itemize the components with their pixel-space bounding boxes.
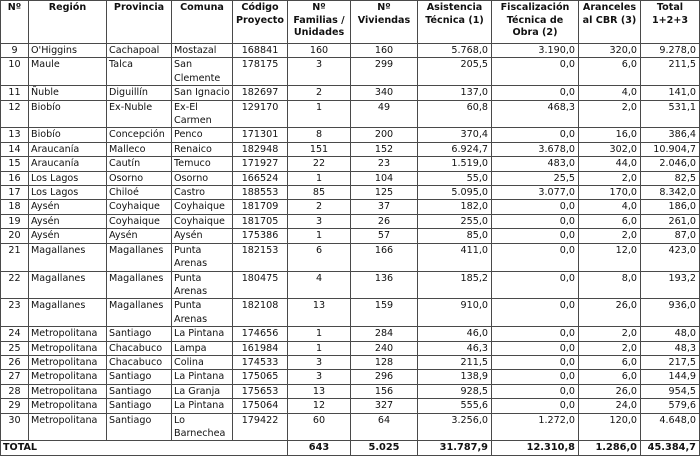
cell-provincia: Concepción (107, 128, 172, 142)
total-label: TOTAL (1, 441, 288, 456)
cell-numero: 9 (1, 44, 29, 58)
cell-comuna: San Clemente (172, 58, 233, 86)
total-familias: 643 (288, 441, 351, 456)
cell-total: 423,0 (641, 243, 700, 271)
cell-total: 261,0 (641, 214, 700, 228)
cell-familias: 1 (288, 229, 351, 243)
cell-codigo: 166524 (233, 171, 288, 185)
cell-provincia: Santiago (107, 384, 172, 398)
cell-provincia: Chacabuco (107, 355, 172, 369)
cell-total: 954,5 (641, 384, 700, 398)
cell-total: 9.278,0 (641, 44, 700, 58)
cell-fiscalizacion: 0,0 (492, 58, 579, 86)
cell-aranceles: 16,0 (579, 128, 641, 142)
cell-total: 193,2 (641, 271, 700, 299)
cell-region: Aysén (29, 229, 107, 243)
cell-viviendas: 340 (351, 86, 418, 100)
cell-comuna: Punta Arenas (172, 271, 233, 299)
cell-codigo: 175065 (233, 370, 288, 384)
total-asistencia: 31.787,9 (418, 441, 492, 456)
cell-aranceles: 2,0 (579, 229, 641, 243)
table-row (1, 128, 700, 142)
cell-codigo: 178175 (233, 58, 288, 86)
cell-codigo: 171927 (233, 157, 288, 171)
cell-provincia: Santiago (107, 370, 172, 384)
cell-fiscalizacion: 0,0 (492, 341, 579, 355)
cell-region: Aysén (29, 200, 107, 214)
cell-region: Maule (29, 58, 107, 86)
cell-comuna: Temuco (172, 157, 233, 171)
total-aranceles: 1.286,0 (579, 441, 641, 456)
table-row (1, 327, 700, 341)
cell-viviendas: 26 (351, 214, 418, 228)
cell-region: O'Higgins (29, 44, 107, 58)
cell-asistencia: 255,0 (418, 214, 492, 228)
cell-asistencia: 411,0 (418, 243, 492, 271)
cell-asistencia: 138,9 (418, 370, 492, 384)
cell-viviendas: 152 (351, 142, 418, 156)
table-row (1, 171, 700, 185)
cell-familias: 6 (288, 243, 351, 271)
cell-provincia: Magallanes (107, 299, 172, 327)
cell-fiscalizacion: 0,0 (492, 370, 579, 384)
cell-viviendas: 128 (351, 355, 418, 369)
cell-asistencia: 46,0 (418, 327, 492, 341)
cell-comuna: La Granja (172, 384, 233, 398)
cell-numero: 13 (1, 128, 29, 142)
cell-provincia: Ex-Nuble (107, 100, 172, 128)
cell-comuna: La Pintana (172, 327, 233, 341)
cell-familias: 12 (288, 399, 351, 413)
cell-aranceles: 2,0 (579, 100, 641, 128)
cell-fiscalizacion: 0,0 (492, 200, 579, 214)
table-row (1, 243, 700, 271)
cell-codigo: 168841 (233, 44, 288, 58)
cell-numero: 22 (1, 271, 29, 299)
cell-viviendas: 327 (351, 399, 418, 413)
table-row (1, 229, 700, 243)
cell-asistencia: 5.768,0 (418, 44, 492, 58)
cell-provincia: Aysén (107, 229, 172, 243)
cell-region: Magallanes (29, 271, 107, 299)
cell-asistencia: 5.095,0 (418, 186, 492, 200)
cell-viviendas: 159 (351, 299, 418, 327)
cell-region: Metropolitana (29, 384, 107, 398)
cell-aranceles: 4,0 (579, 200, 641, 214)
cell-familias: 1 (288, 341, 351, 355)
cell-region: Los Lagos (29, 171, 107, 185)
cell-region: Los Lagos (29, 186, 107, 200)
cell-familias: 13 (288, 299, 351, 327)
cell-total: 186,0 (641, 200, 700, 214)
cell-familias: 13 (288, 384, 351, 398)
cell-region: Metropolitana (29, 327, 107, 341)
cell-numero: 23 (1, 299, 29, 327)
header-comuna: Comuna (172, 1, 233, 44)
cell-aranceles: 4,0 (579, 86, 641, 100)
table-row (1, 355, 700, 369)
cell-familias: 3 (288, 58, 351, 86)
cell-codigo: 182697 (233, 86, 288, 100)
cell-familias: 2 (288, 86, 351, 100)
cell-region: Metropolitana (29, 399, 107, 413)
cell-viviendas: 23 (351, 157, 418, 171)
cell-provincia: Talca (107, 58, 172, 86)
cell-provincia: Magallanes (107, 271, 172, 299)
cell-aranceles: 6,0 (579, 355, 641, 369)
table-row (1, 341, 700, 355)
cell-codigo: 179422 (233, 413, 288, 441)
cell-provincia: Coyhaique (107, 214, 172, 228)
cell-total: 579,6 (641, 399, 700, 413)
cell-aranceles: 6,0 (579, 370, 641, 384)
cell-total: 8.342,0 (641, 186, 700, 200)
cell-region: Ñuble (29, 86, 107, 100)
cell-comuna: Lo Barnechea (172, 413, 233, 441)
cell-numero: 21 (1, 243, 29, 271)
cell-total: 144,9 (641, 370, 700, 384)
cell-comuna: Punta Arenas (172, 243, 233, 271)
cell-numero: 18 (1, 200, 29, 214)
header-provincia: Provincia (107, 1, 172, 44)
table-row (1, 58, 700, 86)
cell-provincia: Chiloé (107, 186, 172, 200)
cell-viviendas: 64 (351, 413, 418, 441)
header-asistencia: Asistencia Técnica (1) (418, 1, 492, 44)
cell-total: 48,3 (641, 341, 700, 355)
total-viviendas: 5.025 (351, 441, 418, 456)
cell-fiscalizacion: 0,0 (492, 327, 579, 341)
table-row (1, 384, 700, 398)
cell-viviendas: 125 (351, 186, 418, 200)
cell-asistencia: 85,0 (418, 229, 492, 243)
cell-total: 936,0 (641, 299, 700, 327)
cell-numero: 27 (1, 370, 29, 384)
cell-familias: 151 (288, 142, 351, 156)
cell-provincia: Santiago (107, 399, 172, 413)
cell-viviendas: 37 (351, 200, 418, 214)
cell-total: 48,0 (641, 327, 700, 341)
cell-total: 82,5 (641, 171, 700, 185)
table-row (1, 100, 700, 128)
header-region: Región (29, 1, 107, 44)
cell-fiscalizacion: 0,0 (492, 355, 579, 369)
table-header-row (1, 1, 700, 44)
cell-asistencia: 211,5 (418, 355, 492, 369)
table-row (1, 157, 700, 171)
cell-comuna: Ex-El Carmen (172, 100, 233, 128)
cell-numero: 20 (1, 229, 29, 243)
cell-numero: 25 (1, 341, 29, 355)
cell-familias: 1 (288, 327, 351, 341)
cell-aranceles: 6,0 (579, 58, 641, 86)
cell-aranceles: 120,0 (579, 413, 641, 441)
cell-fiscalizacion: 3.678,0 (492, 142, 579, 156)
cell-fiscalizacion: 3.190,0 (492, 44, 579, 58)
total-fiscalizacion: 12.310,8 (492, 441, 579, 456)
cell-aranceles: 2,0 (579, 341, 641, 355)
cell-comuna: Aysén (172, 229, 233, 243)
cell-region: Araucanía (29, 157, 107, 171)
cell-fiscalizacion: 0,0 (492, 384, 579, 398)
cell-fiscalizacion: 0,0 (492, 299, 579, 327)
cell-provincia: Chacabuco (107, 341, 172, 355)
cell-viviendas: 104 (351, 171, 418, 185)
cell-aranceles: 24,0 (579, 399, 641, 413)
cell-comuna: Lampa (172, 341, 233, 355)
cell-comuna: Coyhaique (172, 200, 233, 214)
header-codigo-proyecto: Código Proyecto (233, 1, 288, 44)
table-row (1, 399, 700, 413)
cell-asistencia: 555,6 (418, 399, 492, 413)
cell-numero: 30 (1, 413, 29, 441)
cell-codigo: 175653 (233, 384, 288, 398)
cell-asistencia: 3.256,0 (418, 413, 492, 441)
cell-comuna: Coyhaique (172, 214, 233, 228)
cell-numero: 10 (1, 58, 29, 86)
total-row (1, 441, 700, 456)
table-row (1, 142, 700, 156)
cell-aranceles: 6,0 (579, 214, 641, 228)
cell-provincia: Cachapoal (107, 44, 172, 58)
cell-region: Aysén (29, 214, 107, 228)
cell-asistencia: 185,2 (418, 271, 492, 299)
cell-fiscalizacion: 0,0 (492, 243, 579, 271)
table-row (1, 200, 700, 214)
cell-familias: 60 (288, 413, 351, 441)
cell-familias: 3 (288, 214, 351, 228)
header-total: Total 1+2+3 (641, 1, 700, 44)
cell-region: Magallanes (29, 243, 107, 271)
cell-viviendas: 49 (351, 100, 418, 128)
cell-region: Biobío (29, 128, 107, 142)
cell-aranceles: 8,0 (579, 271, 641, 299)
cell-numero: 29 (1, 399, 29, 413)
header-viviendas: Nº Viviendas (351, 1, 418, 44)
cell-viviendas: 240 (351, 341, 418, 355)
cell-familias: 8 (288, 128, 351, 142)
cell-familias: 22 (288, 157, 351, 171)
header-numero: Nº (1, 1, 29, 44)
cell-aranceles: 320,0 (579, 44, 641, 58)
cell-codigo: 188553 (233, 186, 288, 200)
cell-fiscalizacion: 0,0 (492, 86, 579, 100)
cell-codigo: 181709 (233, 200, 288, 214)
table-body (1, 44, 700, 456)
cell-asistencia: 1.519,0 (418, 157, 492, 171)
cell-fiscalizacion: 3.077,0 (492, 186, 579, 200)
cell-codigo: 161984 (233, 341, 288, 355)
cell-fiscalizacion: 0,0 (492, 229, 579, 243)
header-fiscalizacion: Fiscalización Técnica de Obra (2) (492, 1, 579, 44)
cell-aranceles: 2,0 (579, 171, 641, 185)
cell-fiscalizacion: 468,3 (492, 100, 579, 128)
cell-asistencia: 910,0 (418, 299, 492, 327)
cell-fiscalizacion: 25,5 (492, 171, 579, 185)
cell-provincia: Santiago (107, 413, 172, 441)
cell-comuna: La Pintana (172, 370, 233, 384)
cell-aranceles: 2,0 (579, 327, 641, 341)
cell-provincia: Coyhaique (107, 200, 172, 214)
cell-numero: 12 (1, 100, 29, 128)
cell-fiscalizacion: 483,0 (492, 157, 579, 171)
cell-numero: 19 (1, 214, 29, 228)
cell-codigo: 171301 (233, 128, 288, 142)
cell-comuna: Castro (172, 186, 233, 200)
cell-fiscalizacion: 1.272,0 (492, 413, 579, 441)
cell-provincia: Malleco (107, 142, 172, 156)
cell-asistencia: 137,0 (418, 86, 492, 100)
cell-region: Metropolitana (29, 355, 107, 369)
cell-familias: 85 (288, 186, 351, 200)
cell-aranceles: 26,0 (579, 299, 641, 327)
cell-numero: 15 (1, 157, 29, 171)
cell-fiscalizacion: 0,0 (492, 128, 579, 142)
cell-total: 386,4 (641, 128, 700, 142)
cell-viviendas: 284 (351, 327, 418, 341)
table-row (1, 271, 700, 299)
table-row (1, 44, 700, 58)
cell-viviendas: 166 (351, 243, 418, 271)
cell-viviendas: 299 (351, 58, 418, 86)
cell-familias: 4 (288, 271, 351, 299)
cell-codigo: 180475 (233, 271, 288, 299)
cell-total: 217,5 (641, 355, 700, 369)
cell-aranceles: 26,0 (579, 384, 641, 398)
cell-codigo: 182153 (233, 243, 288, 271)
cell-provincia: Diguillín (107, 86, 172, 100)
cell-codigo: 129170 (233, 100, 288, 128)
cell-total: 141,0 (641, 86, 700, 100)
cell-aranceles: 302,0 (579, 142, 641, 156)
cell-fiscalizacion: 0,0 (492, 214, 579, 228)
cell-familias: 3 (288, 355, 351, 369)
header-familias: Nº Familias / Unidades (288, 1, 351, 44)
cell-comuna: Penco (172, 128, 233, 142)
cell-region: Araucanía (29, 142, 107, 156)
cell-numero: 14 (1, 142, 29, 156)
cell-comuna: San Ignacio (172, 86, 233, 100)
table-row (1, 299, 700, 327)
cell-aranceles: 12,0 (579, 243, 641, 271)
cell-total: 4.648,0 (641, 413, 700, 441)
cell-comuna: Punta Arenas (172, 299, 233, 327)
cell-region: Magallanes (29, 299, 107, 327)
cell-comuna: Renaico (172, 142, 233, 156)
cell-numero: 17 (1, 186, 29, 200)
cell-comuna: Colina (172, 355, 233, 369)
cell-numero: 26 (1, 355, 29, 369)
cell-aranceles: 170,0 (579, 186, 641, 200)
cell-numero: 16 (1, 171, 29, 185)
cell-asistencia: 370,4 (418, 128, 492, 142)
cell-comuna: La Pintana (172, 399, 233, 413)
cell-region: Metropolitana (29, 370, 107, 384)
cell-codigo: 182108 (233, 299, 288, 327)
cell-total: 531,1 (641, 100, 700, 128)
cell-fiscalizacion: 0,0 (492, 271, 579, 299)
cell-asistencia: 205,5 (418, 58, 492, 86)
cell-fiscalizacion: 0,0 (492, 399, 579, 413)
cell-codigo: 175386 (233, 229, 288, 243)
cell-numero: 24 (1, 327, 29, 341)
table-row (1, 413, 700, 441)
cell-codigo: 181705 (233, 214, 288, 228)
table-row (1, 214, 700, 228)
cell-viviendas: 57 (351, 229, 418, 243)
cell-asistencia: 46,3 (418, 341, 492, 355)
cell-codigo: 174533 (233, 355, 288, 369)
cell-asistencia: 182,0 (418, 200, 492, 214)
cell-codigo: 175064 (233, 399, 288, 413)
cell-familias: 2 (288, 200, 351, 214)
cell-asistencia: 55,0 (418, 171, 492, 185)
cell-asistencia: 928,5 (418, 384, 492, 398)
cell-comuna: Mostazal (172, 44, 233, 58)
cell-viviendas: 160 (351, 44, 418, 58)
cell-viviendas: 136 (351, 271, 418, 299)
cell-numero: 11 (1, 86, 29, 100)
cell-total: 10.904,7 (641, 142, 700, 156)
cell-viviendas: 296 (351, 370, 418, 384)
cell-codigo: 174656 (233, 327, 288, 341)
cell-numero: 28 (1, 384, 29, 398)
cell-familias: 1 (288, 100, 351, 128)
cell-aranceles: 44,0 (579, 157, 641, 171)
cell-region: Biobío (29, 100, 107, 128)
cell-provincia: Santiago (107, 327, 172, 341)
table-row (1, 370, 700, 384)
cell-total: 87,0 (641, 229, 700, 243)
cell-familias: 1 (288, 171, 351, 185)
cell-provincia: Cautín (107, 157, 172, 171)
cell-region: Metropolitana (29, 413, 107, 441)
cell-familias: 160 (288, 44, 351, 58)
cell-total: 2.046,0 (641, 157, 700, 171)
cell-viviendas: 200 (351, 128, 418, 142)
total-total: 45.384,7 (641, 441, 700, 456)
cell-provincia: Osorno (107, 171, 172, 185)
table-row (1, 86, 700, 100)
cell-asistencia: 60,8 (418, 100, 492, 128)
cell-codigo: 182948 (233, 142, 288, 156)
table-row (1, 186, 700, 200)
cell-total: 211,5 (641, 58, 700, 86)
cell-asistencia: 6.924,7 (418, 142, 492, 156)
header-aranceles: Aranceles al CBR (3) (579, 1, 641, 44)
cell-comuna: Osorno (172, 171, 233, 185)
cell-provincia: Magallanes (107, 243, 172, 271)
cell-familias: 3 (288, 370, 351, 384)
cell-region: Metropolitana (29, 341, 107, 355)
cell-viviendas: 156 (351, 384, 418, 398)
